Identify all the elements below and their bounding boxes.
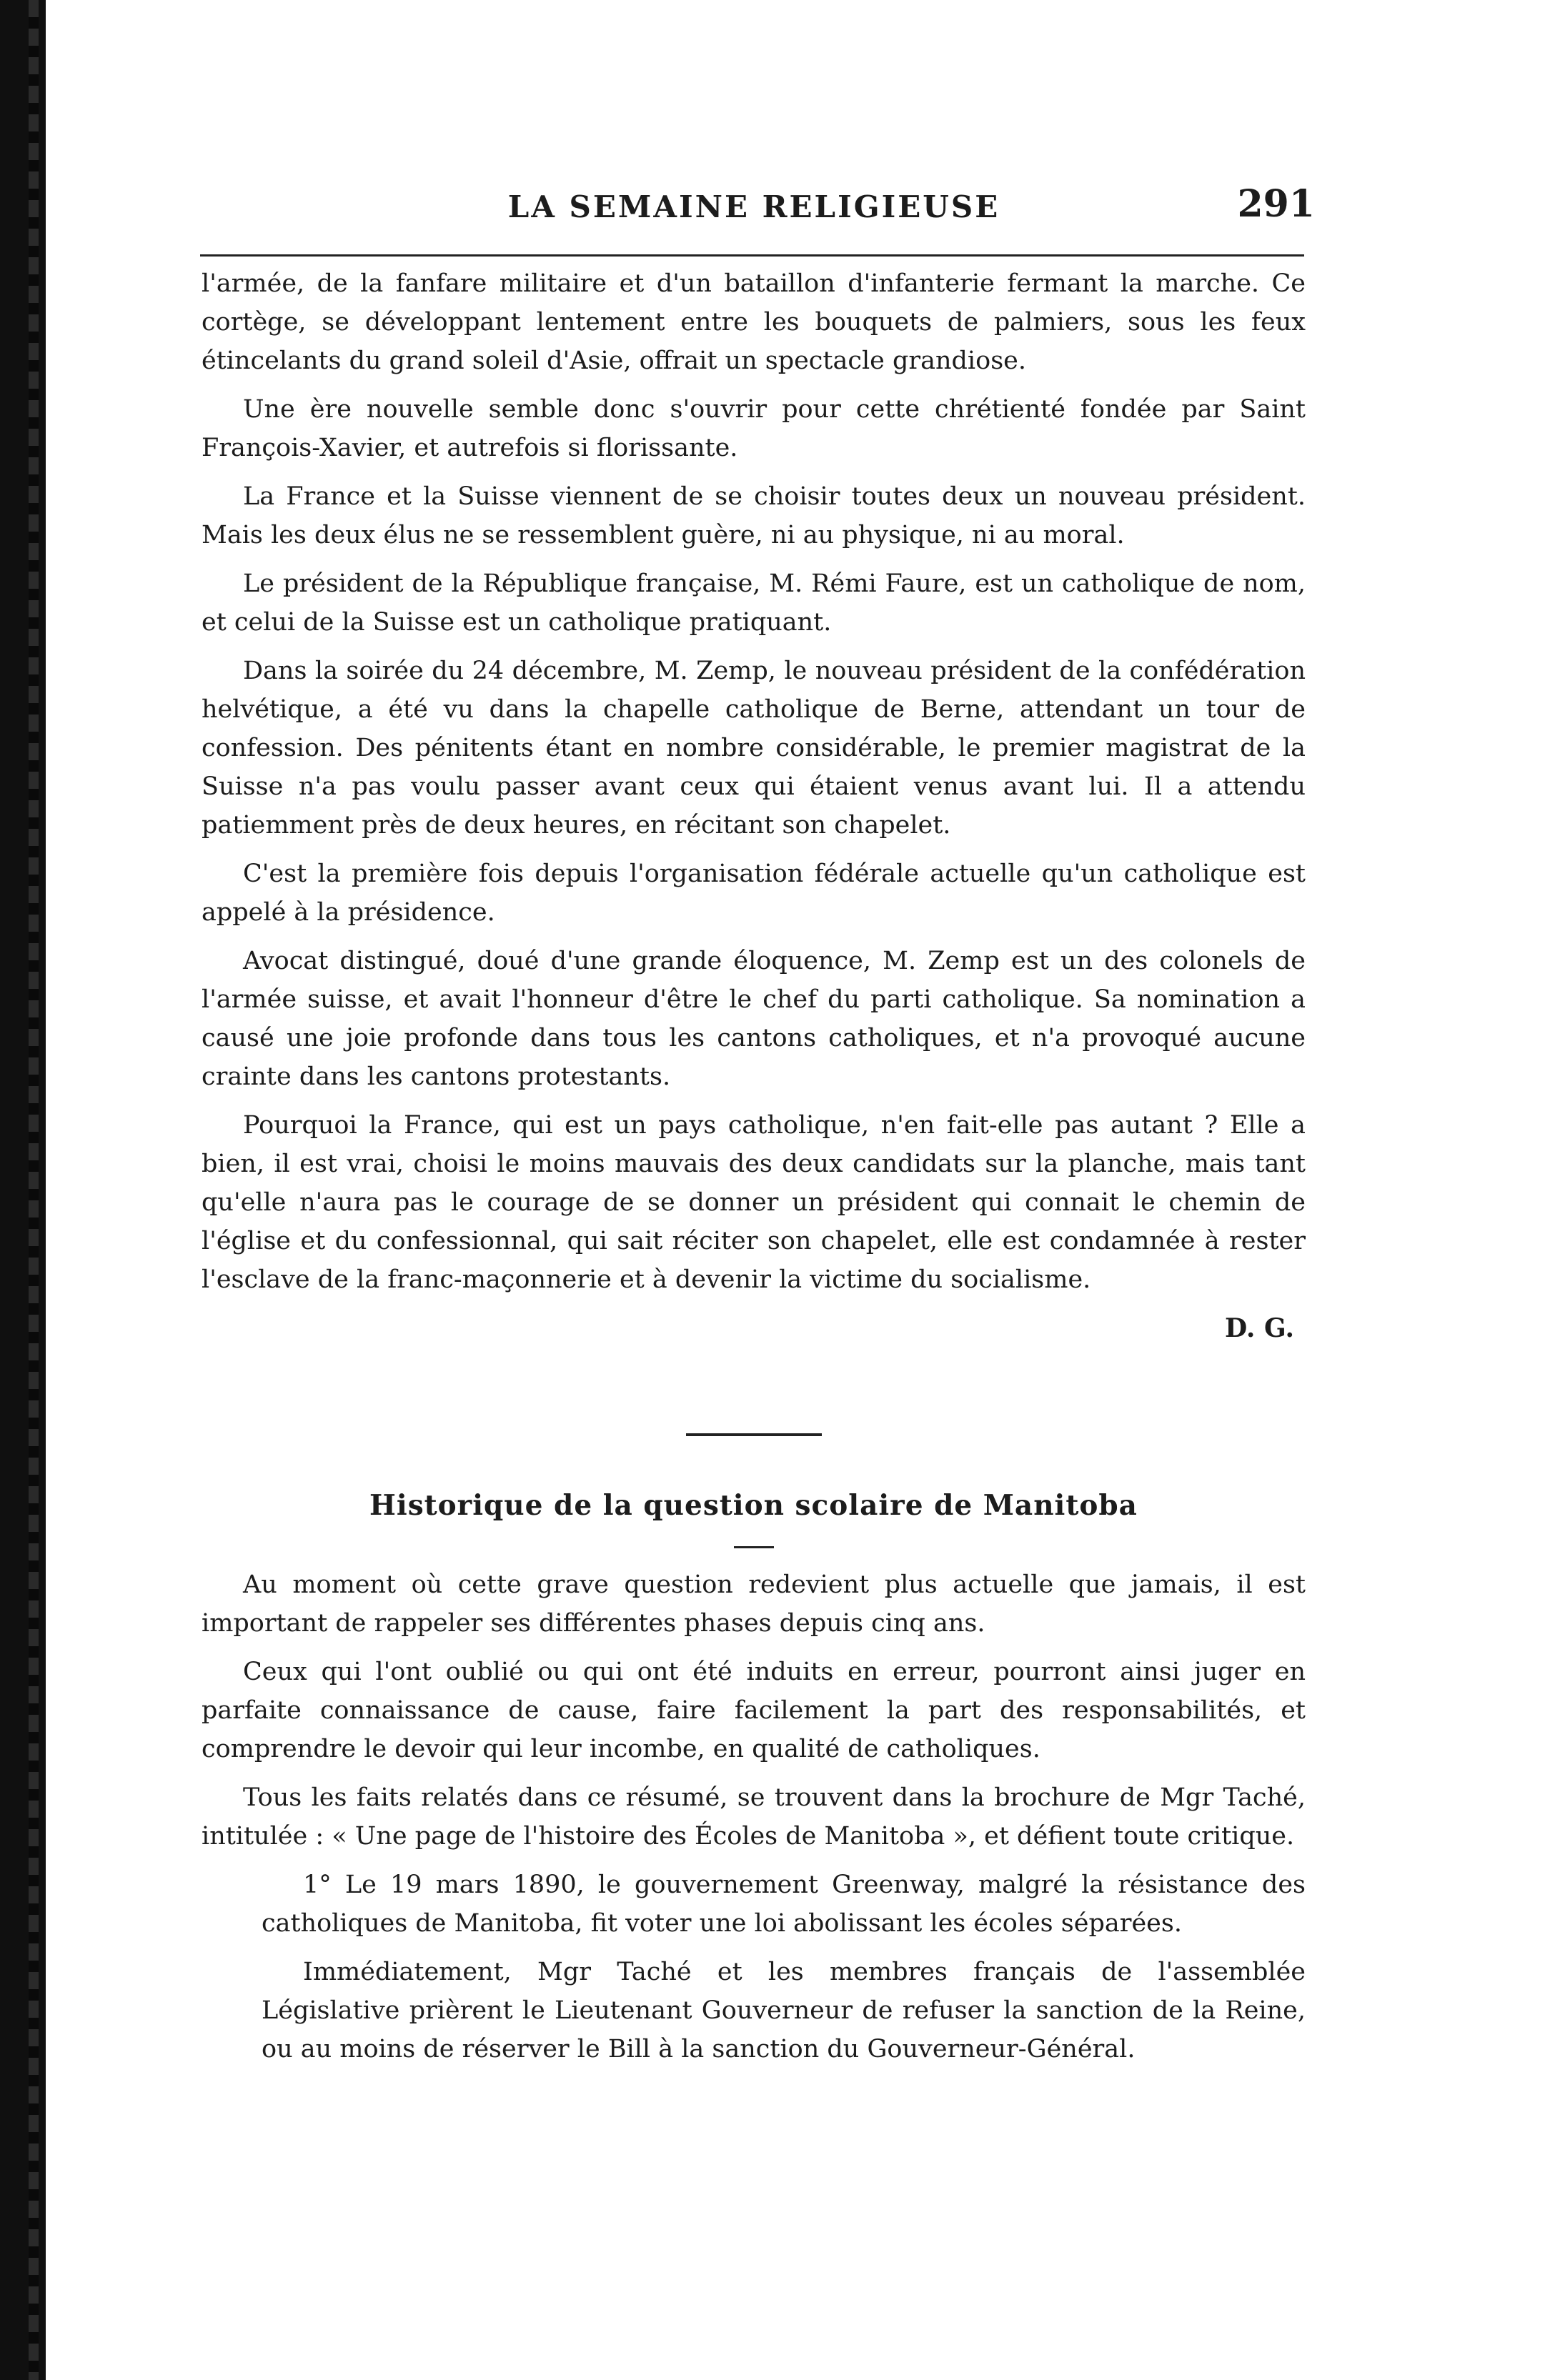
paragraph: C'est la première fois depuis l'organisation fédérale actuelle qu'un catholique est appelé à la présidence. [202, 860, 1306, 927]
paragraph: Ceux qui l'ont oublié ou qui ont été induits en erreur, pourront ainsi juger en parfaite connaissance de cause, faire facilement la part des responsabilités, et comprendre le devoir qui leur incombe, en qualité de catholiques. [202, 1658, 1306, 1763]
page-header [200, 182, 1315, 239]
paragraph: Avocat distingué, doué d'une grande éloquence, M. Zemp est un des colonels de l'armée suisse, et avait l'honneur d'être le chef du parti catholique. Sa nomination a causé une joie profonde dans tous les cantons catholiques, et n'a provoqué aucune crainte dans les cantons protestants. [202, 947, 1306, 1091]
running-title: LA SEMAINE RELIGIEUSE [507, 189, 1000, 224]
list-item: 1° Le 19 mars 1890, le gouvernement Greenway, malgré la résistance des catholiques de Manitoba, fit voter une loi abolissant les écoles séparées. [262, 1871, 1306, 1938]
paragraph: Le président de la République française, M. Rémi Faure, est un catholique de nom, et celui de la Suisse est un catholique pratiquant. [202, 569, 1306, 637]
list-sub-paragraph: Immédiatement, Mgr Taché et les membres français de l'assemblée Législative prièrent le Lieutenant Gouverneur de refuser la sanction de la Reine, ou au moins de réserver le Bill à la sanction du Gouverneur-Général. [262, 1958, 1306, 2063]
page-number: 291 [1237, 182, 1315, 226]
author-signature: D. G. [1225, 1313, 1294, 1343]
page-body [202, 264, 1306, 2078]
section-separator [686, 1433, 822, 1436]
header-rule [200, 254, 1304, 257]
title-underline [734, 1546, 774, 1548]
paragraph: Dans la soirée du 24 décembre, M. Zemp, le nouveau président de la confédération helvétique, a été vu dans la chapelle catholique de Berne, attendant un tour de confession. Des pénitents étant en nombre considérable, le premier magistrat de la Suisse n'a pas voulu passer avant ceux qui étaient venus avant lui. Il a attendu patiemment près de deux heures, en récitant son chapelet. [202, 657, 1306, 840]
paragraph: l'armée, de la fanfare militaire et d'un bataillon d'infanterie fermant la marche. Ce cortège, se développant lentement entre les bouquets de palmiers, sous les feux étincelants du grand soleil d'Asie, offrait un spectacle grandiose. [202, 269, 1306, 375]
book-binding-edge [0, 0, 46, 2380]
paragraph: Au moment où cette grave question redevient plus actuelle que jamais, il est important de rappeler ses différentes phases depuis cinq ans. [202, 1570, 1306, 1638]
paragraph: Une ère nouvelle semble donc s'ouvrir pour cette chrétienté fondée par Saint François-Xavier, et autrefois si florissante. [202, 395, 1306, 462]
section-title: Historique de la question scolaire de Manitoba [369, 1489, 1138, 1522]
paragraph: Pourquoi la France, qui est un pays catholique, n'en fait-elle pas autant ? Elle a bien, il est vrai, choisi le moins mauvais des deux candidats sur la planche, mais tant qu'elle n'aura pas le courage de se donner un président qui connait le chemin de l'église et du confessionnal, qui sait réciter son chapelet, elle est condamnée à rester l'esclave de la franc-maçonnerie et à devenir la victime du socialisme. [202, 1111, 1306, 1294]
paragraph: Tous les faits relatés dans ce résumé, se trouvent dans la brochure de Mgr Taché, intitulée : « Une page de l'histoire des Écoles de Manitoba », et défient toute critique. [202, 1783, 1306, 1851]
paragraph: La France et la Suisse viennent de se choisir toutes deux un nouveau président. Mais les deux élus ne se ressemblent guère, ni au physique, ni au moral. [202, 482, 1306, 549]
